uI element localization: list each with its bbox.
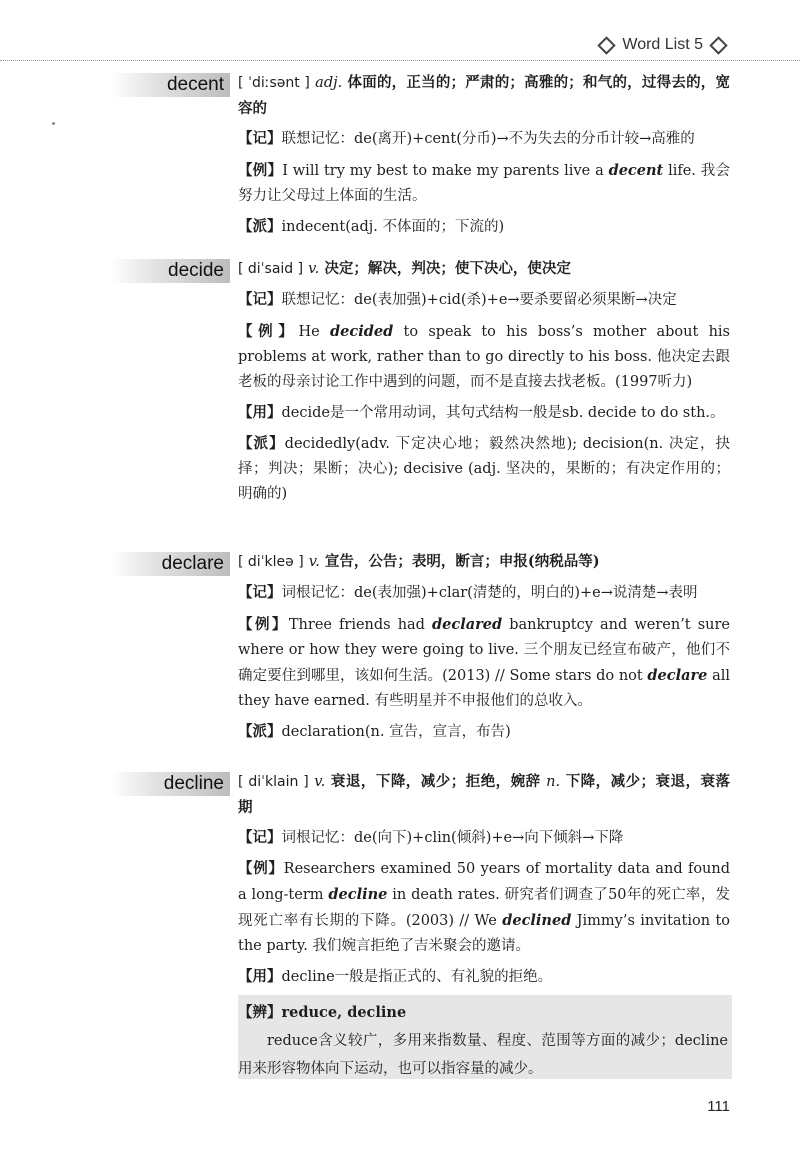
usage-tag: 【用】 bbox=[238, 405, 282, 421]
derived-line bbox=[238, 215, 730, 240]
example-keyword: declare bbox=[647, 667, 708, 684]
headword: declare bbox=[110, 552, 230, 576]
example-text: I will try my best to make my parents live a bbox=[282, 163, 609, 179]
part-of-speech: v. bbox=[308, 261, 320, 277]
part-of-speech: adj. bbox=[315, 75, 343, 91]
entry-body bbox=[238, 70, 730, 246]
headword: decent bbox=[110, 73, 230, 97]
example-text: bankruptcy and weren’t sure where or how they were going to live. 三个朋友已经宣布破产，他们不确定要住到哪里，该如何生活。(2013) // Some stars do not bbox=[238, 617, 730, 684]
example-tag: 【例】 bbox=[238, 861, 284, 877]
example-keyword: decided bbox=[330, 323, 394, 340]
memory-tag: 【记】 bbox=[238, 830, 282, 846]
memory-text: 联想记忆：de(表加强)+cid(杀)+e→要杀要留必须果断→决定 bbox=[281, 292, 677, 308]
phonetic: [ ˈdiːsənt ] bbox=[238, 75, 310, 91]
example-line bbox=[238, 158, 730, 209]
part-of-speech: v. bbox=[314, 774, 326, 790]
entry-body bbox=[238, 256, 730, 513]
word-list-title: Word List 5 bbox=[622, 36, 703, 53]
headword: decline bbox=[110, 772, 230, 796]
headword: decide bbox=[110, 259, 230, 283]
memory-text: 词根记忆：de(表加强)+clar(清楚的，明白的)+e→说清楚→表明 bbox=[281, 585, 698, 601]
derived-text: decidedly(adv. 下定决心地；毅然决然地); decision(n. 决定，抉择；判决；果断；决心); decisive (adj. 坚决的，果断的；有决定作用的；明确的) bbox=[238, 436, 730, 502]
example-text: in death rates. 研究者们调查了50年的死亡率，发现死亡率有长期的下降。(2003) // We bbox=[238, 887, 730, 929]
usage-text: decide是一个常用动词，其句式结构一般是sb. decide to do sth.。 bbox=[281, 405, 725, 421]
diamond-icon bbox=[598, 36, 616, 54]
example-text: Jimmy’s invitation to the party. 我们婉言拒绝了吉米聚会的邀请。 bbox=[238, 913, 730, 954]
memory-tag: 【记】 bbox=[238, 131, 282, 147]
example-tag: 【例】 bbox=[238, 324, 299, 340]
derived-line bbox=[238, 720, 730, 745]
derived-text: declaration(n. 宣告，宣言，布告) bbox=[281, 724, 511, 740]
example-keyword: decline bbox=[328, 886, 388, 903]
usage-tag: 【用】 bbox=[238, 969, 282, 985]
meaning: 下降，减少；衰退，衰落期 bbox=[238, 773, 730, 816]
example-keyword: decent bbox=[608, 162, 664, 179]
header-rule bbox=[0, 60, 800, 61]
example-text: Three friends had bbox=[288, 617, 433, 633]
usage-text: decline一般是指正式的、有礼貌的拒绝。 bbox=[281, 969, 553, 985]
memory-tag: 【记】 bbox=[238, 292, 282, 308]
memory-text: 词根记忆：de(向下)+clin(倾斜)+e→向下倾斜→下降 bbox=[281, 830, 624, 846]
memory-text: 联想记忆：de(离开)+cent(分币)→不为失去的分币计较→高雅的 bbox=[281, 131, 695, 147]
derived-tag: 【派】 bbox=[238, 219, 282, 235]
distinction-words: reduce, decline bbox=[281, 1004, 407, 1021]
phonetic: [ diˈsaid ] bbox=[238, 261, 304, 277]
example-text: all they have earned. 有些明星并不申报他们的总收入。 bbox=[238, 668, 730, 709]
meaning: 宣告，公告；表明，断言；申报(纳税品等) bbox=[324, 553, 600, 570]
memory-line bbox=[238, 581, 730, 606]
entry-body bbox=[238, 549, 730, 751]
example-line bbox=[238, 612, 730, 714]
memory-line bbox=[238, 288, 730, 313]
usage-line bbox=[238, 965, 730, 990]
meaning: 体面的，正当的；严肃的；高雅的；和气的，过得去的，宽容的 bbox=[238, 74, 731, 117]
phonetic: [ diˈkleə ] bbox=[238, 554, 304, 570]
part-of-speech: v. bbox=[308, 554, 320, 570]
diamond-icon bbox=[709, 36, 727, 54]
derived-tag: 【派】 bbox=[238, 436, 285, 452]
example-text: life. 我会努力让父母过上体面的生活。 bbox=[238, 163, 730, 204]
definition-line bbox=[238, 256, 730, 282]
page-number: 111 bbox=[707, 1098, 730, 1115]
example-tag: 【例】 bbox=[238, 617, 289, 633]
example-text: Researchers examined 50 years of mortality data and found a long-term bbox=[238, 861, 731, 903]
example-text: to speak to his boss’s mother about his problems at work, rather than to go directly to his boss. 他决定去跟老板的母亲讨论工作中遇到的问题，而不是直接去找老板。(1997听力) bbox=[238, 324, 731, 390]
meaning: 衰退，下降，减少；拒绝，婉辞 bbox=[330, 773, 541, 790]
definition-line bbox=[238, 769, 730, 820]
memory-line bbox=[238, 127, 730, 152]
distinction-box bbox=[238, 995, 732, 1079]
memory-line bbox=[238, 826, 730, 851]
distinction-tag: 【辨】 bbox=[238, 1005, 282, 1021]
derived-line bbox=[238, 432, 730, 507]
memory-tag: 【记】 bbox=[238, 585, 282, 601]
part-of-speech: n. bbox=[546, 774, 561, 790]
page-header bbox=[597, 32, 728, 58]
distinction-text: reduce含义较广，多用来指数量、程度、范围等方面的减少；decline用来形容物体向下运动，也可以指容量的减少。 bbox=[238, 1033, 728, 1077]
meaning: 决定；解决，判决；使下决心，使决定 bbox=[324, 260, 571, 277]
derived-text: indecent(adj. 不体面的；下流的) bbox=[281, 219, 505, 235]
example-line bbox=[238, 319, 730, 395]
entry-body bbox=[238, 769, 730, 996]
usage-line bbox=[238, 401, 730, 426]
example-tag: 【例】 bbox=[238, 163, 283, 179]
definition-line bbox=[238, 549, 730, 575]
derived-tag: 【派】 bbox=[238, 724, 282, 740]
example-keyword: declined bbox=[502, 912, 572, 929]
example-text: He bbox=[298, 324, 330, 340]
example-line bbox=[238, 857, 730, 959]
distinction-title bbox=[238, 999, 728, 1027]
phonetic: [ diˈklain ] bbox=[238, 774, 309, 790]
example-keyword: declared bbox=[432, 616, 503, 633]
margin-mark bbox=[52, 122, 55, 125]
definition-line bbox=[238, 70, 730, 121]
